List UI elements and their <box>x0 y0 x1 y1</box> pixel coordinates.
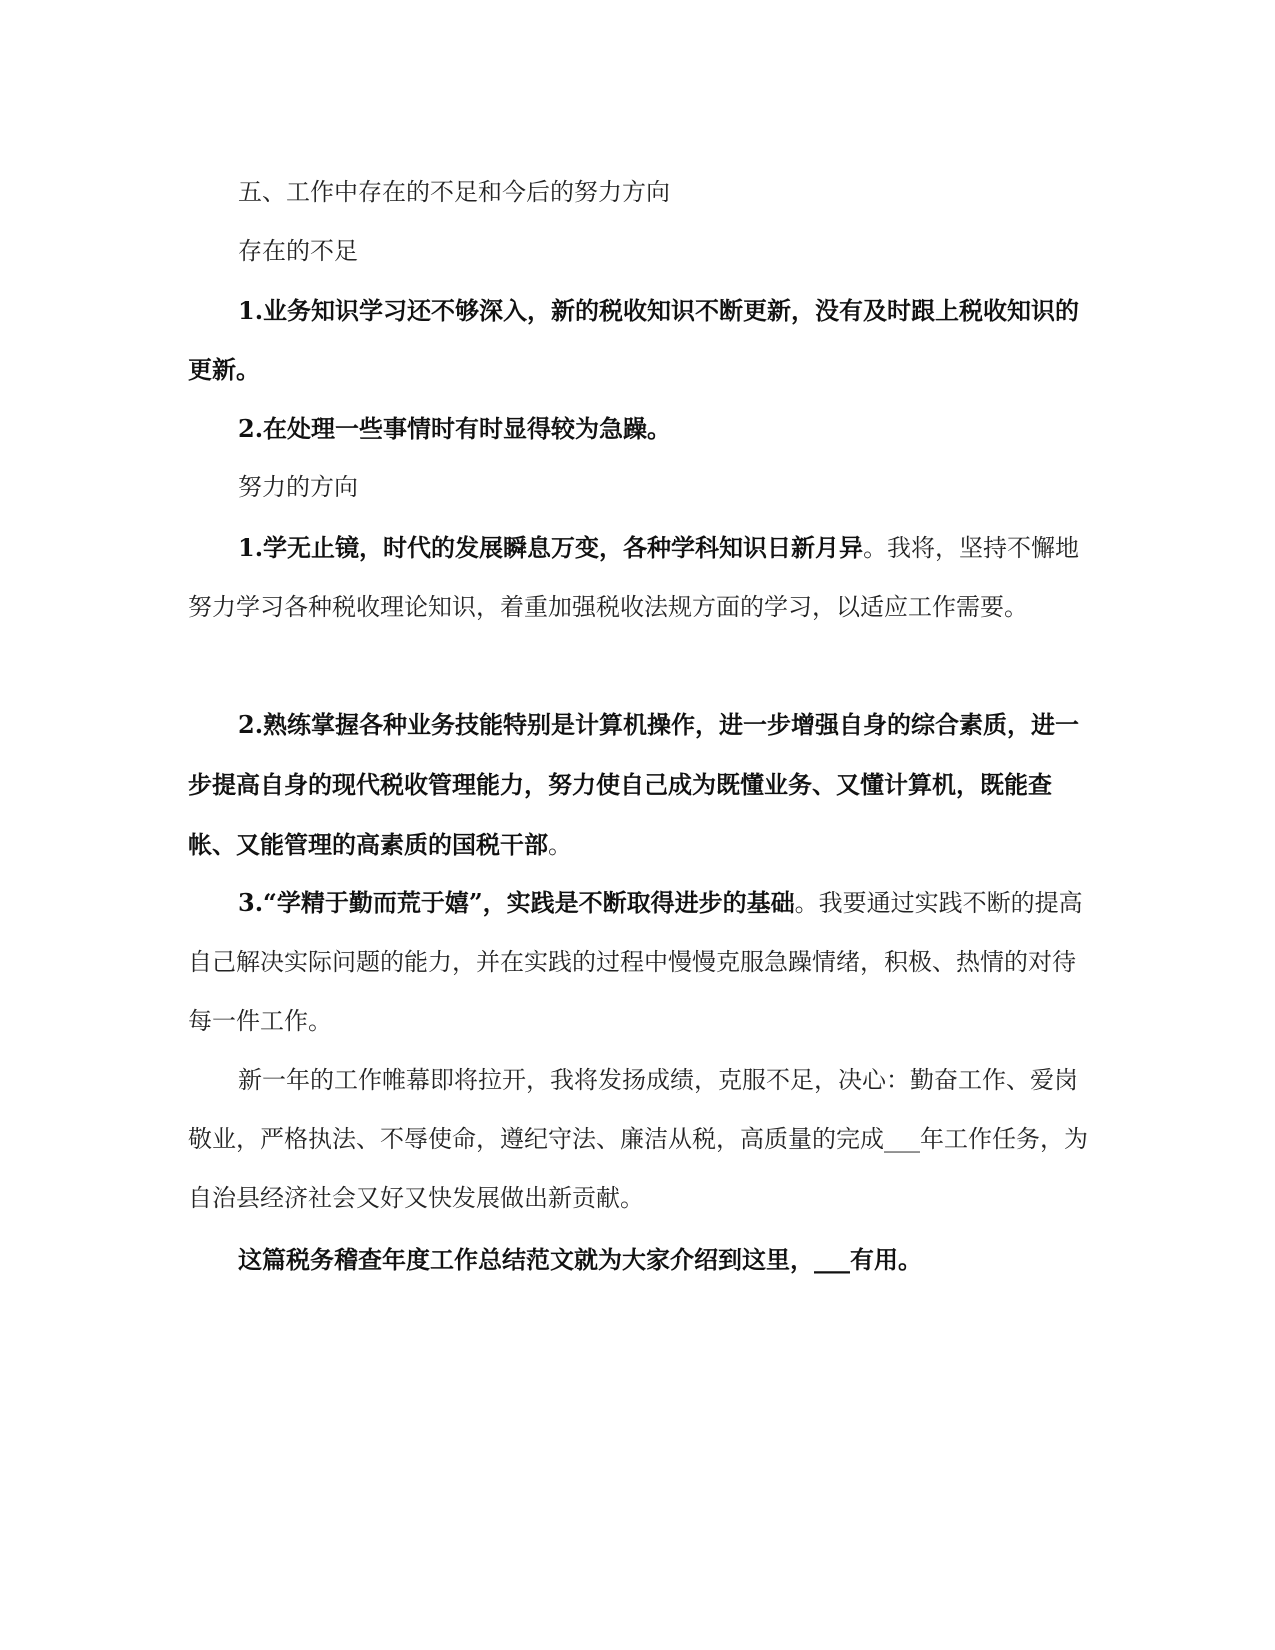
direction-item-1-body: 。我将，坚持不懈地努力学习各种税收理论知识，着重加强税收法规方面的学习，以适应工作需要。 <box>188 534 1080 621</box>
shortcoming-item-2: 2.在处理一些事情时有时显得较为急躁。 <box>238 414 672 443</box>
closing-paragraph: 新一年的工作帷幕即将拉开，我将发扬成绩，克服不足，决心：勤奋工作、爱岗敬业，严格执法、不辱使命，遵纪守法、廉洁从税，高质量的完成___年工作任务，为自治县经济社会又好又快发展做出新贡献。 <box>188 1066 1088 1212</box>
direction-item-1-lead: 1.学无止镜，时代的发展瞬息万变，各种学科知识日新月异 <box>238 533 864 562</box>
footer-note: 这篇税务稽查年度工作总结范文就为大家介绍到这里，___有用。 <box>238 1245 922 1274</box>
shortcoming-item-1: 1.业务知识学习还不够深入，新的税收知识不断更新，没有及时跟上税收知识的更新。 <box>188 296 1080 384</box>
direction-item-3-body: 。我要通过实践不断的提高自己解决实际问题的能力，并在实践的过程中慢慢克服急躁情绪，积极、热情的对待每一件工作。 <box>188 889 1083 1035</box>
section-heading: 五、工作中存在的不足和今后的努力方向 <box>238 178 670 206</box>
direction-item-2-body: 。 <box>548 831 572 859</box>
direction-item-2 <box>188 695 1088 875</box>
direction-item-1 <box>188 518 1088 637</box>
direction-item-3 <box>188 873 1088 1051</box>
direction-title: 努力的方向 <box>238 473 358 501</box>
direction-item-3-lead: 3.“学精于勤而荒于嬉”，实践是不断取得进步的基础 <box>238 888 795 917</box>
direction-item-2-lead: 2.熟练掌握各种业务技能特别是计算机操作，进一步增强自身的综合素质，进一步提高自身的现代税收管理能力，努力使自己成为既懂业务、又懂计算机，既能查帐、又能管理的高素质的国税干部 <box>188 710 1080 859</box>
shortcomings-title: 存在的不足 <box>238 237 358 265</box>
